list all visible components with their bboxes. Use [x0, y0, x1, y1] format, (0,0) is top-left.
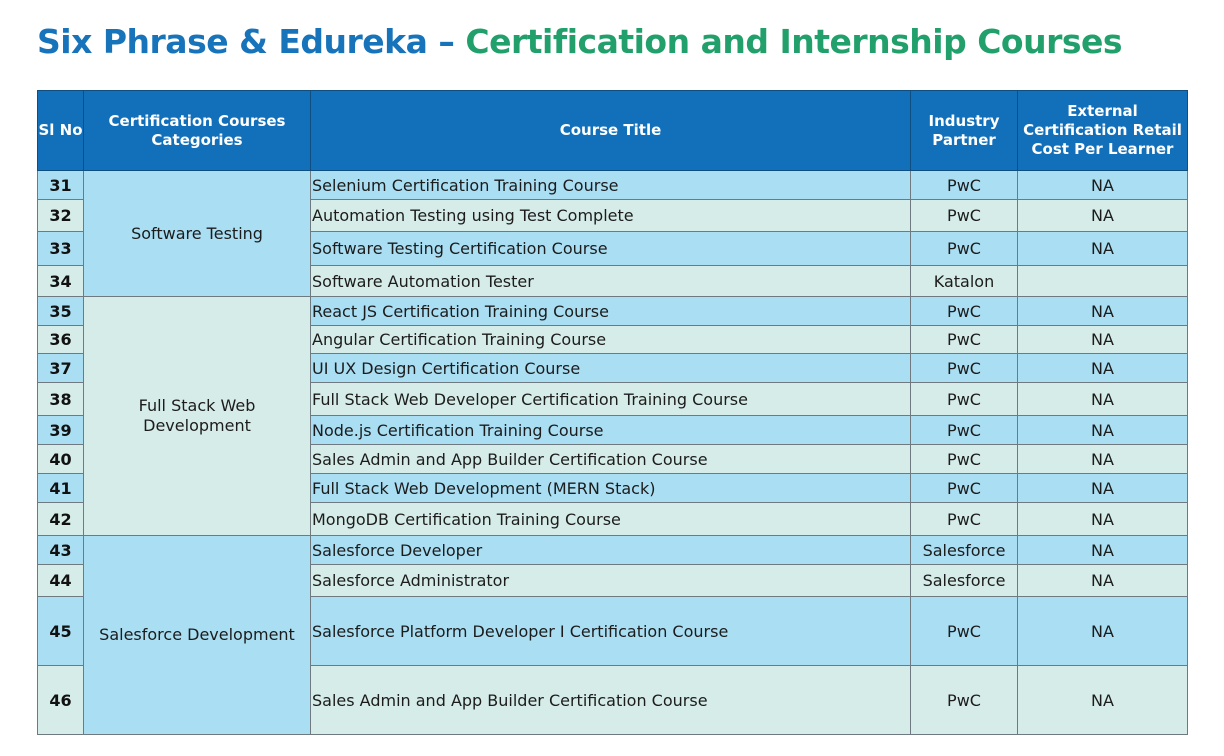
industry-partner: PwC	[911, 597, 1018, 666]
sl-no: 40	[38, 445, 84, 474]
category-cell: Software Testing	[84, 171, 311, 297]
course-title: Software Testing Certification Course	[311, 232, 911, 266]
industry-partner: PwC	[911, 200, 1018, 232]
course-title: Full Stack Web Developer Certification Training Course	[311, 383, 911, 416]
course-title: Sales Admin and App Builder Certification Course	[311, 666, 911, 735]
industry-partner: Katalon	[911, 266, 1018, 297]
external-cost: NA	[1018, 297, 1188, 326]
sl-no: 45	[38, 597, 84, 666]
industry-partner: PwC	[911, 297, 1018, 326]
sl-no: 37	[38, 354, 84, 383]
sl-no: 43	[38, 536, 84, 565]
industry-partner: PwC	[911, 383, 1018, 416]
industry-partner: PwC	[911, 666, 1018, 735]
external-cost: NA	[1018, 503, 1188, 536]
table-row	[38, 536, 1188, 565]
sl-no: 39	[38, 416, 84, 445]
industry-partner: PwC	[911, 326, 1018, 354]
industry-partner: PwC	[911, 416, 1018, 445]
course-title: Selenium Certification Training Course	[311, 171, 911, 200]
course-title: MongoDB Certification Training Course	[311, 503, 911, 536]
page-title	[37, 22, 1122, 61]
external-cost: NA	[1018, 354, 1188, 383]
industry-partner: PwC	[911, 171, 1018, 200]
sl-no: 42	[38, 503, 84, 536]
table-row	[38, 297, 1188, 326]
header-external-cost: External Certification Retail Cost Per Learner	[1018, 91, 1188, 171]
table-header-row	[38, 91, 1188, 171]
external-cost: NA	[1018, 474, 1188, 503]
external-cost: NA	[1018, 326, 1188, 354]
course-title: Salesforce Developer	[311, 536, 911, 565]
industry-partner: PwC	[911, 474, 1018, 503]
external-cost: NA	[1018, 666, 1188, 735]
industry-partner: PwC	[911, 354, 1018, 383]
external-cost: NA	[1018, 445, 1188, 474]
course-title: Automation Testing using Test Complete	[311, 200, 911, 232]
sl-no: 44	[38, 565, 84, 597]
category-cell: Full Stack Web Development	[84, 297, 311, 536]
external-cost: NA	[1018, 232, 1188, 266]
course-title: Full Stack Web Development (MERN Stack)	[311, 474, 911, 503]
course-title: Salesforce Platform Developer I Certification Course	[311, 597, 911, 666]
header-sl-no: Sl No	[38, 91, 84, 171]
course-title: Sales Admin and App Builder Certification Course	[311, 445, 911, 474]
external-cost: NA	[1018, 536, 1188, 565]
header-industry-partner: Industry Partner	[911, 91, 1018, 171]
industry-partner: Salesforce	[911, 536, 1018, 565]
external-cost: NA	[1018, 383, 1188, 416]
external-cost	[1018, 266, 1188, 297]
course-title: Angular Certification Training Course	[311, 326, 911, 354]
header-category: Certification Courses Categories	[84, 91, 311, 171]
external-cost: NA	[1018, 565, 1188, 597]
sl-no: 46	[38, 666, 84, 735]
external-cost: NA	[1018, 171, 1188, 200]
sl-no: 33	[38, 232, 84, 266]
course-title: UI UX Design Certification Course	[311, 354, 911, 383]
course-title: React JS Certification Training Course	[311, 297, 911, 326]
category-cell: Salesforce Development	[84, 536, 311, 735]
sl-no: 31	[38, 171, 84, 200]
header-course-title: Course Title	[311, 91, 911, 171]
industry-partner: PwC	[911, 445, 1018, 474]
external-cost: NA	[1018, 597, 1188, 666]
industry-partner: PwC	[911, 232, 1018, 266]
sl-no: 34	[38, 266, 84, 297]
course-title: Node.js Certification Training Course	[311, 416, 911, 445]
sl-no: 38	[38, 383, 84, 416]
course-title: Software Automation Tester	[311, 266, 911, 297]
industry-partner: Salesforce	[911, 565, 1018, 597]
sl-no: 36	[38, 326, 84, 354]
title-subject: Certification and Internship Courses	[465, 22, 1123, 61]
external-cost: NA	[1018, 416, 1188, 445]
course-title: Salesforce Administrator	[311, 565, 911, 597]
title-brand: Six Phrase & Edureka –	[37, 22, 466, 61]
sl-no: 35	[38, 297, 84, 326]
sl-no: 41	[38, 474, 84, 503]
courses-table	[37, 90, 1188, 735]
external-cost: NA	[1018, 200, 1188, 232]
sl-no: 32	[38, 200, 84, 232]
industry-partner: PwC	[911, 503, 1018, 536]
table-row	[38, 171, 1188, 200]
